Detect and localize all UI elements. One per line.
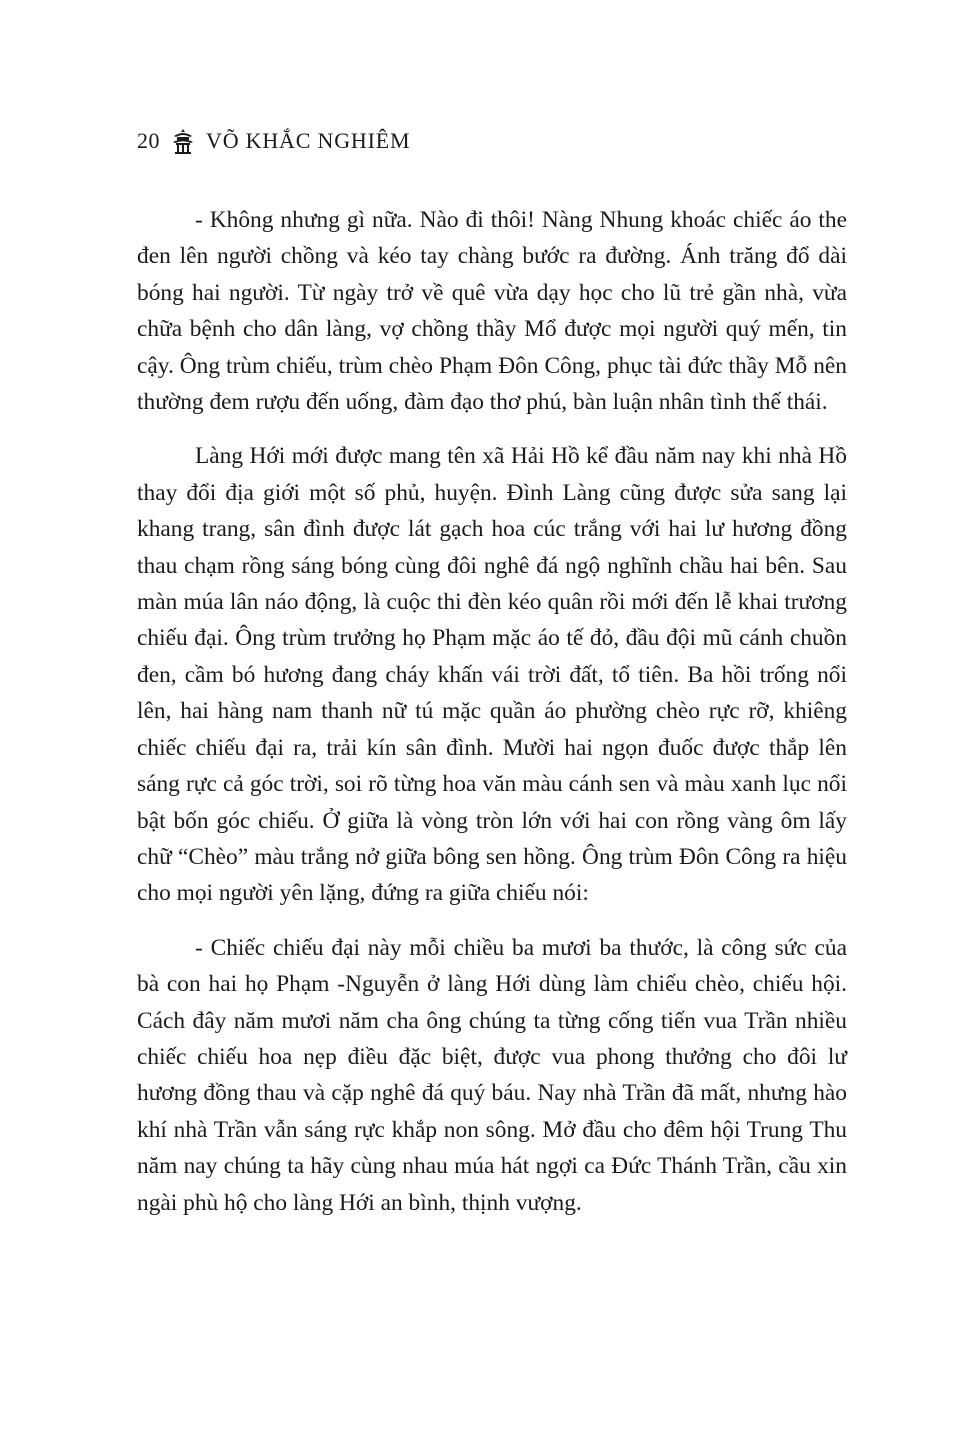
paragraph: - Chiếc chiếu đại này mỗi chiều ba mươi ba thước, là công sức của bà con hai họ Phạm -Nguyễn ở làng Hới dùng làm chiếu chèo, chiếu hội. Cách đây năm mươi năm cha ông chúng ta từng cống tiến vua Trần nhiều chiếc chiếu hoa nẹp điều đặc biệt, được vua phong thưởng cho đôi lư hương đồng thau và cặp nghê đá quý báu. Nay nhà Trần đã mất, nhưng hào khí nhà Trần vẫn sáng rực khắp non sông. Mở đầu cho đêm hội Trung Thu năm nay chúng ta hãy cùng nhau múa hát ngợi ca Đức Thánh Trần, cầu xin ngài phù hộ cho làng Hới an bình, thịnh vượng. <box>137 934 847 1216</box>
temple-gate-icon <box>172 128 194 154</box>
page-number: 20 <box>137 128 160 153</box>
paragraph: Làng Hới mới được mang tên xã Hải Hồ kể đầu năm nay khi nhà Hồ thay đổi địa giới một số phủ, huyện. Đình Làng cũng được sửa sang lại khang trang, sân đình được lát gạch hoa cúc trắng với hai lư hương đồng thau chạm rồng sáng bóng cùng đôi nghê đá ngộ nghĩnh chầu hai bên. Sau màn múa lân náo động, là cuộc thi đèn kéo quân rồi mới đến lễ khai trương chiếu đại. Ông trùm trưởng họ Phạm mặc áo tế đỏ, đầu đội mũ cánh chuồn đen, cầm bó hương đang cháy khấn vái trời đất, tổ tiên. Ba hồi trống nổi lên, hai hàng nam thanh nữ tú mặc quần áo phường chèo rực rỡ, khiêng chiếc chiếu đại ra, trải kín sân đình. Mười hai ngọn đuốc được thắp lên sáng rực cả góc trời, soi rõ từng hoa văn màu cánh sen và màu xanh lục nổi bật bốn góc chiếu. Ở giữa là vòng tròn lớn với hai con rồng vàng ôm lấy chữ “Chèo” màu trắng nở giữa bông sen hồng. Ông trùm Đôn Công ra hiệu cho mọi người yên lặng, đứng ra giữa chiếu nói: <box>137 443 847 907</box>
body-text <box>137 202 847 1239</box>
running-header <box>137 124 410 158</box>
author-name: VÕ KHẮC NGHIÊM <box>206 128 411 153</box>
paragraph: - Không nhưng gì nữa. Nào đi thôi! Nàng Nhung khoác chiếc áo the đen lên người chồng và kéo tay chàng bước ra đường. Ánh trăng đổ dài bóng hai người. Từ ngày trở về quê vừa dạy học cho lũ trẻ gần nhà, vừa chữa bệnh cho dân làng, vợ chồng thầy Mổ được mọi người quý mến, tin cậy. Ông trùm chiếu, trùm chèo Phạm Đôn Công, phục tài đức thầy Mỗ nên thường đem rượu đến uống, đàm đạo thơ phú, bàn luận nhân tình thế thái. <box>137 207 847 416</box>
